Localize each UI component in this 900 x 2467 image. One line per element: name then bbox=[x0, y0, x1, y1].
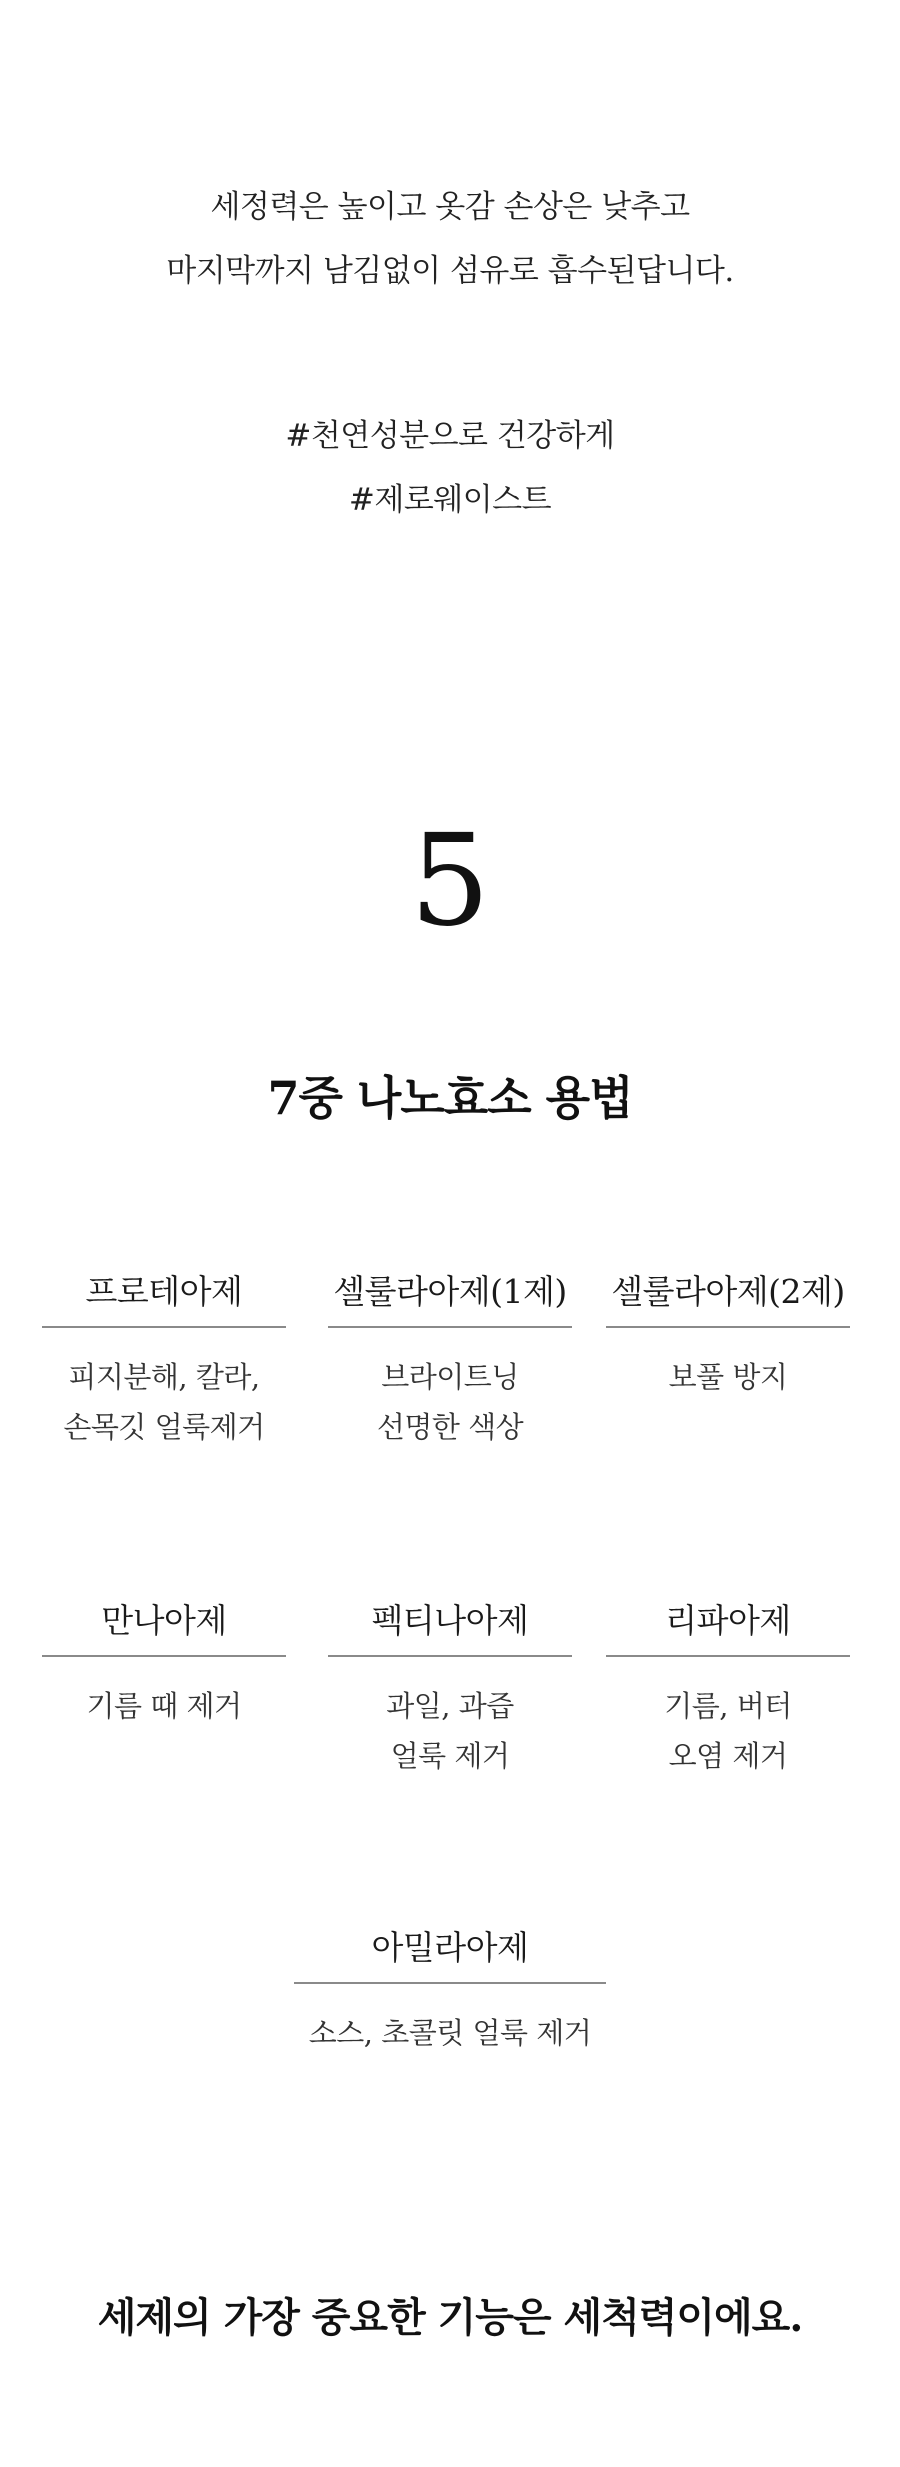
section-number: 5 bbox=[409, 807, 491, 954]
enzyme-name: 펙티나아제 bbox=[371, 1601, 529, 1640]
divider bbox=[606, 1655, 850, 1657]
enzyme-desc: 기름, 버터 bbox=[664, 1689, 792, 1723]
enzyme-desc: 기름 때 제거 bbox=[86, 1689, 242, 1723]
enzyme-desc: 브라이트닝 bbox=[381, 1360, 519, 1394]
enzyme-name: 아밀라아제 bbox=[371, 1928, 529, 1967]
enzyme-card-lipase bbox=[606, 1597, 850, 1781]
enzyme-card-pectinase bbox=[328, 1597, 572, 1781]
divider bbox=[328, 1326, 572, 1328]
enzyme-card-cellulase-2 bbox=[606, 1268, 850, 1402]
enzyme-name: 셀룰라아제(1제) bbox=[333, 1272, 567, 1311]
enzyme-name: 프로테아제 bbox=[85, 1272, 243, 1311]
hashtags bbox=[0, 404, 900, 532]
enzyme-name: 리파아제 bbox=[665, 1601, 791, 1640]
enzyme-name: 만나아제 bbox=[101, 1601, 227, 1640]
enzyme-card-mannanase bbox=[42, 1597, 286, 1731]
enzyme-desc: 손목깃 얼룩제거 bbox=[63, 1410, 265, 1444]
closing-statement: 세제의 가장 중요한 기능은 세척력이에요. bbox=[97, 2294, 803, 2341]
enzyme-desc: 오염 제거 bbox=[668, 1739, 788, 1773]
enzyme-desc: 과일, 과즙 bbox=[386, 1689, 514, 1723]
enzyme-desc: 선명한 색상 bbox=[376, 1410, 524, 1444]
enzyme-name: 셀룰라아제(2제) bbox=[611, 1272, 845, 1311]
divider bbox=[42, 1326, 286, 1328]
enzyme-desc: 얼룩 제거 bbox=[390, 1739, 510, 1773]
intro-line: 세정력은 높이고 옷감 손상은 낮추고 bbox=[210, 189, 690, 225]
hashtag: #제로웨이스트 bbox=[348, 482, 552, 518]
divider bbox=[328, 1655, 572, 1657]
enzyme-desc: 보풀 방지 bbox=[668, 1360, 788, 1394]
intro-text bbox=[0, 175, 900, 303]
intro-line: 마지막까지 남김없이 섬유로 흡수된답니다. bbox=[166, 253, 734, 289]
enzyme-desc: 소스, 초콜릿 얼룩 제거 bbox=[308, 2016, 592, 2050]
enzyme-desc: 피지분해, 칼라, bbox=[68, 1360, 260, 1394]
section-title: 7중 나노효소 용법 bbox=[267, 1071, 633, 1125]
enzyme-card-protease bbox=[42, 1268, 286, 1452]
hashtag: #천연성분으로 건강하게 bbox=[285, 418, 615, 454]
divider bbox=[294, 1982, 606, 1984]
divider bbox=[606, 1326, 850, 1328]
divider bbox=[42, 1655, 286, 1657]
enzyme-card-amylase bbox=[294, 1924, 606, 2058]
enzyme-card-cellulase-1 bbox=[328, 1268, 572, 1452]
